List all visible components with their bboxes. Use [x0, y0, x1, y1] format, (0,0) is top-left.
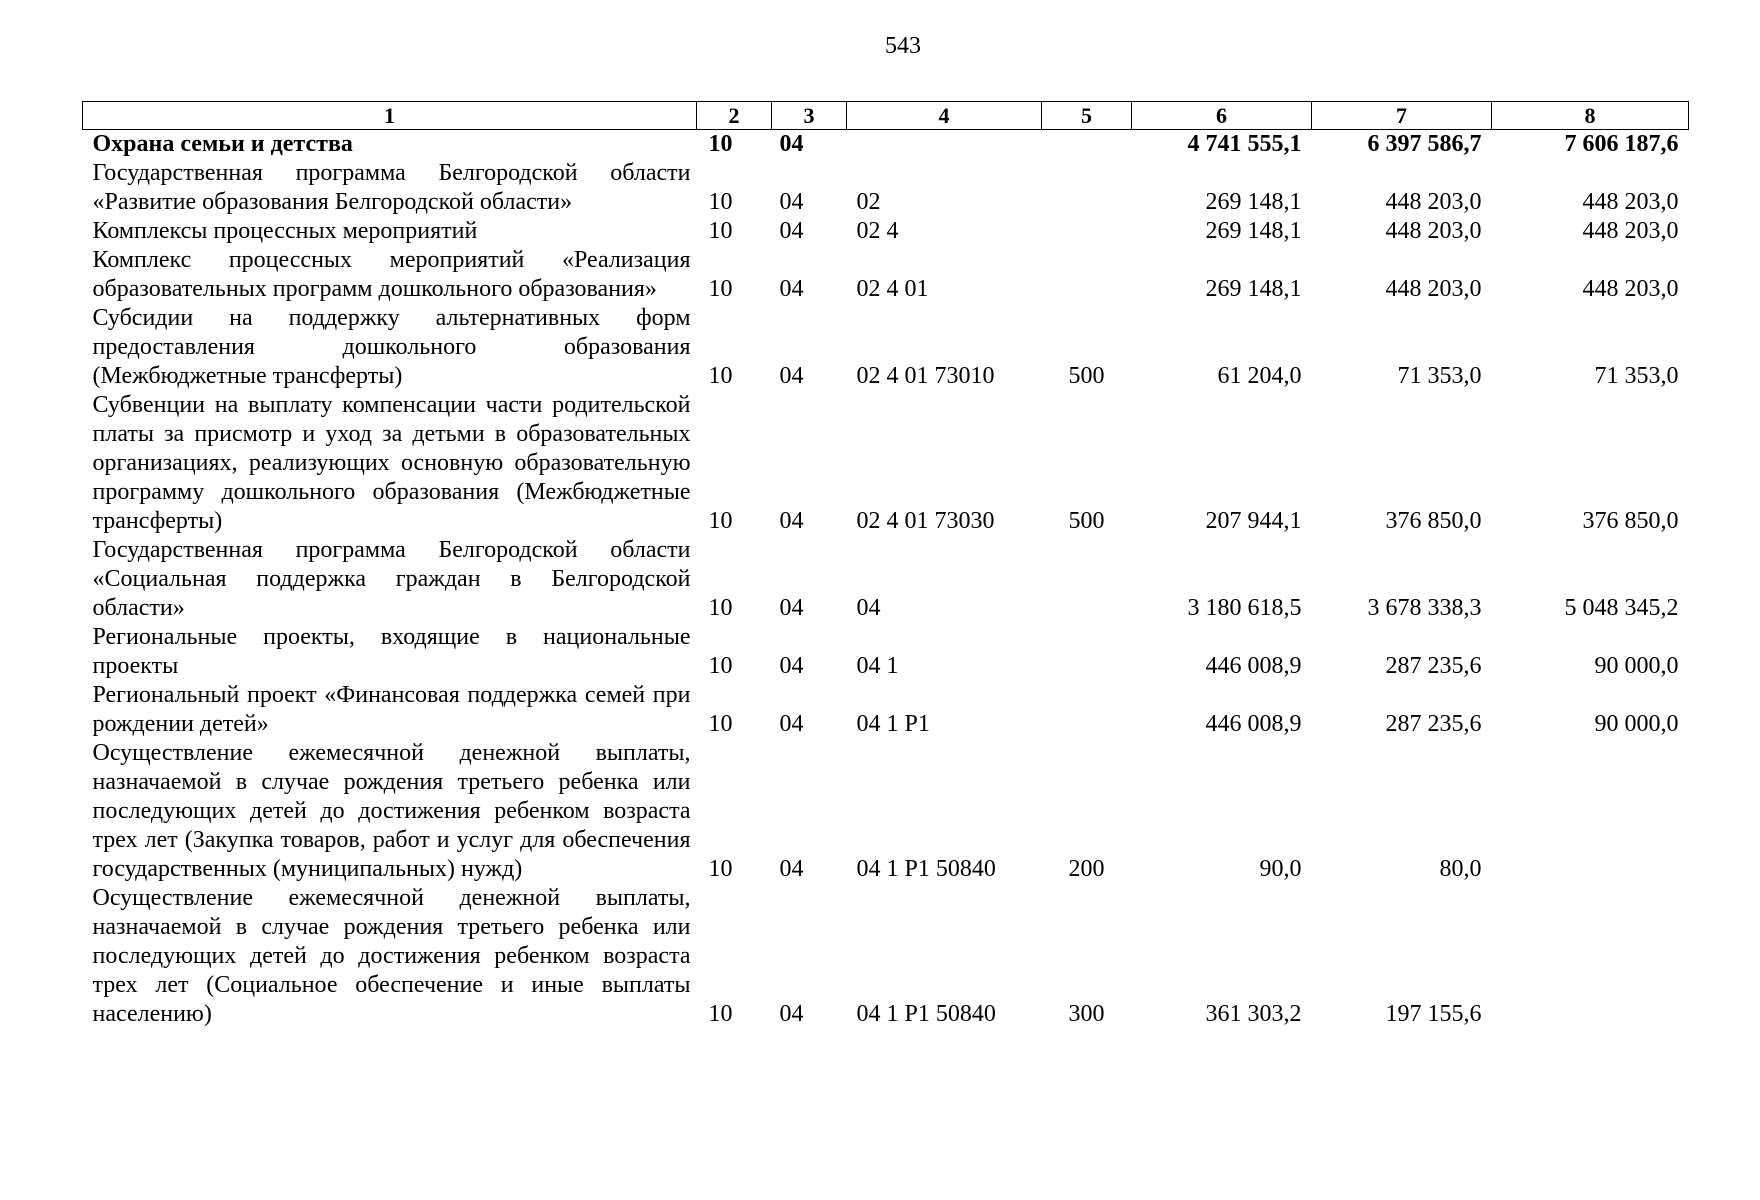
column-header: 8: [1492, 102, 1689, 130]
amount-year-3: 71 353,0: [1594, 363, 1679, 389]
page-number: 543: [885, 33, 921, 59]
section-code: 10: [708, 363, 733, 389]
subsection-code: 04: [779, 653, 804, 679]
expense-type-code: [1042, 681, 1132, 739]
amount-year-1: 207 944,1: [1205, 508, 1302, 534]
row-name: Осуществление ежемесячной денежной выплаты, назначаемой в случае рождения третьего ребенка или последующих детей до достижения ребенком возраста трех лет (Закупка товаров, работ и услуг для обеспечения государственных (муниципальных) нужд): [92, 740, 691, 882]
expense-type-code: [1042, 130, 1132, 160]
subsection-code: 04: [779, 363, 804, 389]
row-name: Комплексы процессных мероприятий: [92, 218, 478, 244]
amount-year-3: 376 850,0: [1582, 508, 1679, 534]
amount-year-3: 448 203,0: [1582, 276, 1679, 302]
expense-type-code: [1042, 159, 1132, 217]
expense-type-code: [1042, 536, 1132, 623]
section-code: 10: [708, 595, 733, 621]
table-row: [83, 681, 1689, 739]
amount-year-1: 90,0: [1259, 856, 1302, 882]
table-header-row: [83, 102, 1689, 130]
amount-year-2: 287 235,6: [1385, 711, 1482, 737]
table-row: [83, 246, 1689, 304]
amount-year-1: 269 148,1: [1205, 276, 1302, 302]
row-name: Комплекс процессных мероприятий «Реализация образовательных программ дошкольного образования»: [92, 247, 691, 302]
row-name: Субсидии на поддержку альтернативных форм предоставления дошкольного образования (Межбюджетные трансферты): [92, 305, 691, 389]
amount-year-3: [1492, 884, 1689, 1029]
column-header: 6: [1132, 102, 1312, 130]
row-name: Осуществление ежемесячной денежной выплаты, назначаемой в случае рождения третьего ребенка или последующих детей до достижения ребенком возраста трех лет (Социальное обеспечение и иные выплаты населению): [92, 885, 691, 1027]
section-code: 10: [708, 711, 733, 737]
amount-year-2: 448 203,0: [1385, 218, 1482, 244]
section-code: 10: [708, 218, 733, 244]
section-code: 10: [708, 1001, 733, 1027]
table-row: [83, 391, 1689, 536]
table-row: [83, 304, 1689, 391]
target-article-code: [847, 130, 1042, 160]
section-code: 10: [708, 508, 733, 534]
expense-type-code: 300: [1068, 1001, 1105, 1027]
expense-type-code: [1042, 217, 1132, 246]
expense-type-code: 200: [1068, 856, 1105, 882]
expense-type-code: 500: [1068, 508, 1105, 534]
table-row: [83, 159, 1689, 217]
row-name: Субвенции на выплату компенсации части родительской платы за присмотр и уход за детьми в образовательных организациях, реализующих основную образовательную программу дошкольного образования (Межбюджетные трансферты): [92, 392, 691, 534]
expense-type-code: 500: [1068, 363, 1105, 389]
table-row: [83, 884, 1689, 1029]
amount-year-2: 71 353,0: [1397, 363, 1482, 389]
section-code: 10: [708, 189, 733, 215]
amount-year-2: 448 203,0: [1385, 189, 1482, 215]
column-header: 5: [1042, 102, 1132, 130]
amount-year-3: 448 203,0: [1582, 189, 1679, 215]
amount-year-2: 448 203,0: [1385, 276, 1482, 302]
target-article-code: 04 1 Р1: [856, 711, 930, 737]
amount-year-1: 446 008,9: [1205, 711, 1302, 737]
section-code: 10: [708, 131, 733, 157]
amount-year-3: [1492, 739, 1689, 884]
amount-year-1: 61 204,0: [1217, 363, 1302, 389]
row-name: Региональные проекты, входящие в национальные проекты: [92, 624, 691, 679]
amount-year-2: 3 678 338,3: [1367, 595, 1482, 621]
subsection-code: 04: [779, 276, 804, 302]
row-name: Охрана семьи и детства: [92, 131, 353, 157]
amount-year-2: 80,0: [1439, 856, 1482, 882]
amount-year-3: 7 606 187,6: [1564, 131, 1679, 157]
row-name: Государственная программа Белгородской области «Развитие образования Белгородской области»: [92, 160, 691, 215]
amount-year-1: 269 148,1: [1205, 189, 1302, 215]
target-article-code: 04: [856, 595, 881, 621]
subsection-code: 04: [779, 595, 804, 621]
column-header: 3: [772, 102, 847, 130]
amount-year-2: 287 235,6: [1385, 653, 1482, 679]
subsection-code: 04: [779, 131, 804, 157]
column-header: 1: [83, 102, 697, 130]
column-header: 4: [847, 102, 1042, 130]
table-body: [83, 130, 1689, 1030]
section-code: 10: [708, 856, 733, 882]
table-row: [83, 536, 1689, 623]
column-header: 2: [697, 102, 772, 130]
target-article-code: 02: [856, 189, 881, 215]
target-article-code: 04 1: [856, 653, 899, 679]
section-code: 10: [708, 653, 733, 679]
amount-year-1: 3 180 618,5: [1187, 595, 1302, 621]
expense-type-code: [1042, 623, 1132, 681]
table-row: [83, 623, 1689, 681]
target-article-code: 02 4 01: [856, 276, 929, 302]
table-row: [83, 739, 1689, 884]
amount-year-3: 90 000,0: [1594, 653, 1679, 679]
subsection-code: 04: [779, 856, 804, 882]
table-row: [83, 130, 1689, 160]
subsection-code: 04: [779, 218, 804, 244]
amount-year-2: 6 397 586,7: [1367, 131, 1482, 157]
amount-year-3: 90 000,0: [1594, 711, 1679, 737]
column-header: 7: [1312, 102, 1492, 130]
amount-year-2: 197 155,6: [1385, 1001, 1482, 1027]
target-article-code: 02 4: [856, 218, 899, 244]
amount-year-3: 448 203,0: [1582, 218, 1679, 244]
subsection-code: 04: [779, 189, 804, 215]
section-code: 10: [708, 276, 733, 302]
target-article-code: 04 1 Р1 50840: [856, 1001, 996, 1027]
subsection-code: 04: [779, 1001, 804, 1027]
amount-year-1: 446 008,9: [1205, 653, 1302, 679]
amount-year-2: 376 850,0: [1385, 508, 1482, 534]
row-name: Региональный проект «Финансовая поддержка семей при рождении детей»: [92, 682, 691, 737]
amount-year-1: 4 741 555,1: [1187, 131, 1302, 157]
amount-year-3: 5 048 345,2: [1564, 595, 1679, 621]
amount-year-1: 269 148,1: [1205, 218, 1302, 244]
table-row: [83, 217, 1689, 246]
amount-year-1: 361 303,2: [1205, 1001, 1302, 1027]
target-article-code: 02 4 01 73030: [856, 508, 995, 534]
expense-type-code: [1042, 246, 1132, 304]
row-name: Государственная программа Белгородской области «Социальная поддержка граждан в Белгородской области»: [92, 537, 691, 621]
target-article-code: 02 4 01 73010: [856, 363, 995, 389]
subsection-code: 04: [779, 508, 804, 534]
subsection-code: 04: [779, 711, 804, 737]
budget-table: [82, 101, 1689, 1029]
target-article-code: 04 1 Р1 50840: [856, 856, 996, 882]
